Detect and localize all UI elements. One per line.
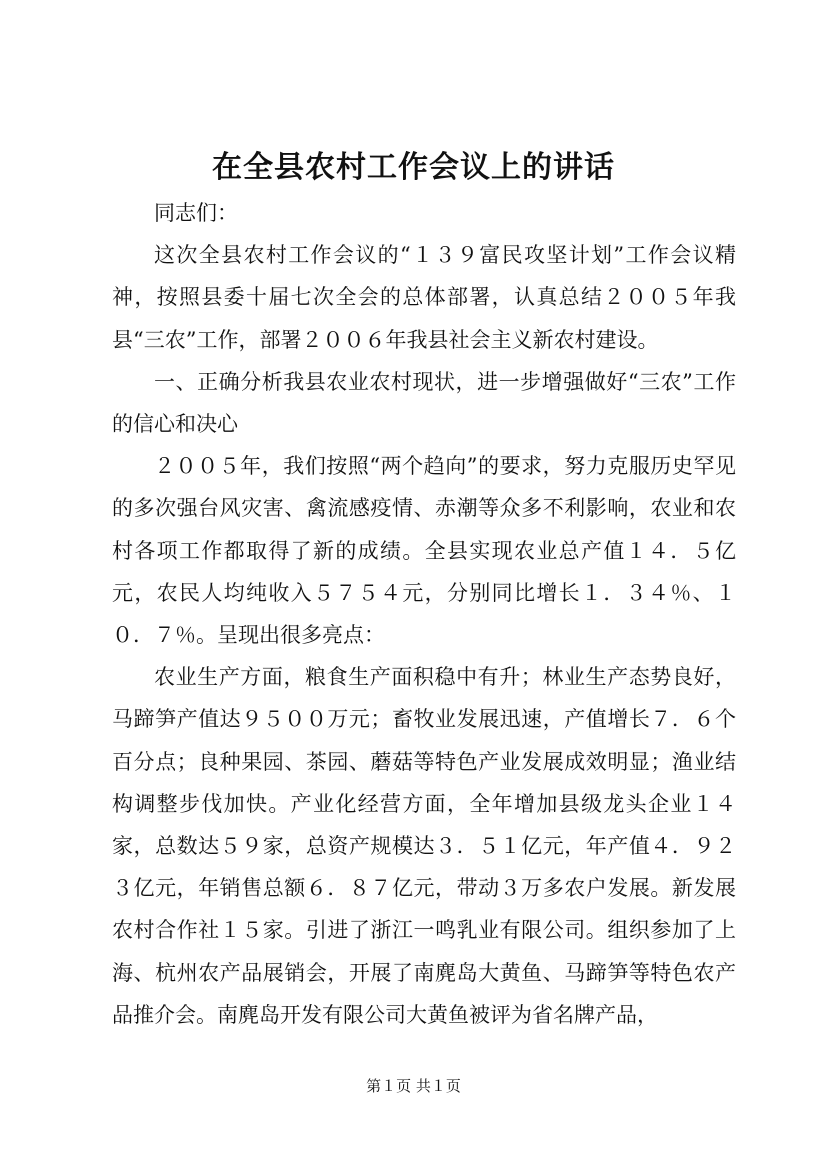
paragraph-2005-summary: ２００５年，我们按照“两个趋向”的要求，努力克服历史罕见的多次强台风灾害、禽流感疫情、赤潮等众多不利影响，农业和农村各项工作都取得了新的成绩。全县实现农业总产值１４．５亿元，农民人均纯收入５７５４元，分别同比增长１．３４％、１０．７％。呈现出很多亮点： — [112, 454, 736, 648]
paragraph-agriculture: 农业生产方面，粮食生产面积稳中有升；林业生产态势良好，马蹄笋产值达９５００万元；畜牧业发展迅速，产值增长７．６个百分点；良种果园、茶园、蘑菇等特色产业发展成效明显；渔业结构调整步伐加快。产业化经营方面，全年增加县级龙头企业１４家，总数达５９家，总资产规模达３．５１亿元，年产值４．９２３亿元，年销售总额６．８７亿元，带动３万多农户发展。新发展农村合作社１５家。引进了浙江一鸣乳业有限公司。组织参加了上海、杭州农产品展销会，开展了南麂岛大黄鱼、马蹄笋等特色农产品推介会。南麂岛开发有限公司大黄鱼被评为省名牌产品， — [112, 665, 736, 1027]
document-body — [112, 192, 736, 1036]
paragraph-intro: 这次全县农村工作会议的“１３９富民攻坚计划”工作会议精神，按照县委十届七次全会的总体部署，认真总结２００５年我县“三农”工作，部署２００６年我县社会主义新农村建设。 — [112, 243, 736, 352]
page-footer: 第１页 共１页 — [366, 1077, 461, 1095]
paragraph-salutation: 同志们： — [154, 201, 238, 225]
section-heading-1: 一、正确分析我县农业农村现状，进一步增强做好“三农”工作的信心和决心 — [112, 369, 736, 437]
document-title: 在全县农村工作会议上的讲话 — [212, 150, 615, 185]
